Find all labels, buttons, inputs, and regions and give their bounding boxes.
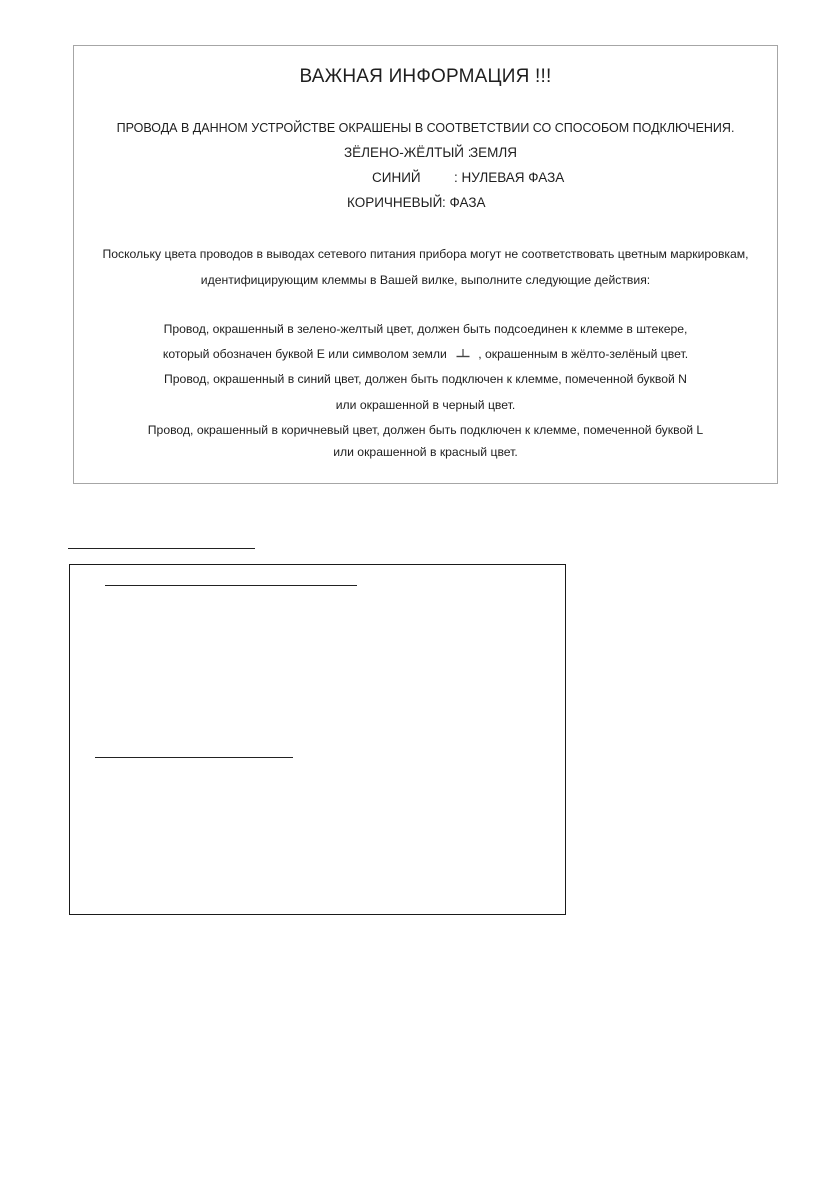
wire-row-neutral [372,171,564,185]
ground-symbol-icon [456,349,470,359]
important-info-box [73,45,778,484]
rule-earth-line-2-end: , окрашенным в жёлто-зелёный цвет. [478,347,689,361]
rule-phase-line-1: Провод, окрашенный в коричневый цвет, должен быть подключен к клемме, помеченной буквой L [147,423,704,437]
wire-row-phase [347,196,485,210]
wire-meaning-earth: ЗЕМЛЯ [470,145,518,160]
rule-neutral-line-2: или окрашенной в черный цвет. [335,398,516,412]
rule-neutral-line-1: Провод, окрашенный в синий цвет, должен быть подключен к клемме, помеченной буквой N [164,372,687,386]
rule-earth-line-2-start: который обозначен буквой E или символом земли [162,347,447,361]
subheading-underline-2 [95,757,293,758]
section-heading-underline [68,548,255,549]
rule-earth-line-2 [74,348,777,360]
rule-phase-line-2: или окрашенной в красный цвет. [333,445,518,459]
intro-line-2: идентифицирующим клеммы в Вашей вилке, выполните следующие действия: [200,273,651,287]
intro-line-1: Поскольку цвета проводов в выводах сетевого питания прибора могут не соответствовать цветным маркировкам, [102,247,749,261]
wire-meaning-phase: : ФАЗА [442,195,486,210]
wire-row-earth [344,146,517,160]
wire-color-earth: ЗЁЛЕНО-ЖЁЛТЫЙ : [344,145,472,160]
subheading-underline-1 [105,585,357,586]
wire-color-neutral: СИНИЙ [372,170,421,185]
wire-meaning-neutral: : НУЛЕВАЯ ФАЗА [454,170,565,185]
blank-content-box [69,564,566,915]
notice-subtitle: ПРОВОДА В ДАННОМ УСТРОЙСТВЕ ОКРАШЕНЫ В СООТВЕТСТВИИ СО СПОСОБОМ ПОДКЛЮЧЕНИЯ. [116,121,735,135]
wire-color-phase: КОРИЧНЕВЫЙ [347,195,443,210]
rule-earth-line-1: Провод, окрашенный в зелено-желтый цвет, должен быть подсоединен к клемме в штекере, [163,322,688,336]
notice-title: ВАЖНАЯ ИНФОРМАЦИЯ !!! [299,66,552,87]
